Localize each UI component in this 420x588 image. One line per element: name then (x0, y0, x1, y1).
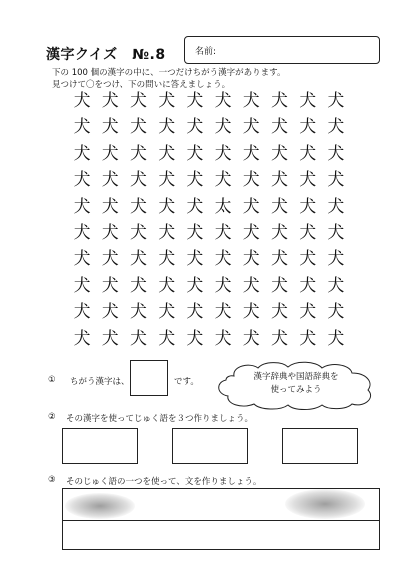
kanji-cell[interactable]: 犬 (186, 222, 204, 243)
kanji-cell[interactable]: 犬 (158, 302, 176, 323)
kanji-cell[interactable]: 犬 (186, 275, 204, 296)
q3-number: ③ (48, 475, 56, 485)
kanji-cell[interactable]: 犬 (186, 196, 204, 217)
kanji-cell[interactable]: 犬 (158, 196, 176, 217)
kanji-cell[interactable]: 犬 (73, 91, 91, 111)
kanji-cell[interactable]: 犬 (242, 170, 260, 191)
kanji-cell[interactable]: 犬 (327, 328, 345, 349)
kanji-cell[interactable]: 犬 (158, 222, 176, 243)
name-label: 名前: (195, 47, 217, 57)
kanji-cell[interactable]: 犬 (186, 302, 204, 323)
kanji-cell[interactable]: 犬 (186, 91, 204, 111)
q2-answer-box-3[interactable] (282, 428, 358, 464)
kanji-cell[interactable]: 犬 (327, 143, 345, 164)
kanji-cell[interactable]: 犬 (327, 91, 345, 111)
kanji-cell[interactable]: 犬 (101, 328, 119, 349)
q3-writing-area[interactable] (62, 488, 380, 550)
hint-line-2: 使ってみよう (270, 385, 322, 395)
kanji-cell[interactable]: 犬 (214, 91, 232, 111)
kanji-cell[interactable]: 犬 (186, 328, 204, 349)
kanji-cell[interactable]: 犬 (270, 117, 288, 138)
kanji-cell[interactable]: 犬 (129, 249, 147, 270)
kanji-cell[interactable]: 犬 (327, 117, 345, 138)
hint-text (214, 371, 378, 397)
kanji-cell[interactable]: 犬 (270, 91, 288, 111)
kanji-cell[interactable]: 犬 (101, 275, 119, 296)
kanji-cell[interactable]: 犬 (270, 170, 288, 191)
kanji-cell[interactable]: 犬 (158, 328, 176, 349)
kanji-cell[interactable]: 犬 (73, 302, 91, 323)
kanji-cell[interactable]: 犬 (214, 170, 232, 191)
kanji-cell[interactable]: 犬 (242, 249, 260, 270)
kanji-cell[interactable]: 犬 (73, 196, 91, 217)
kanji-cell[interactable]: 犬 (214, 328, 232, 349)
kanji-cell[interactable]: 犬 (214, 222, 232, 243)
writing-line (63, 520, 379, 521)
kanji-cell[interactable]: 犬 (186, 117, 204, 138)
q2-answer-box-1[interactable] (62, 428, 138, 464)
scan-smudge (285, 489, 365, 519)
kanji-cell[interactable]: 犬 (214, 249, 232, 270)
kanji-cell[interactable]: 犬 (101, 196, 119, 217)
kanji-cell[interactable]: 犬 (299, 275, 317, 296)
kanji-cell[interactable]: 犬 (270, 196, 288, 217)
kanji-cell[interactable]: 犬 (242, 222, 260, 243)
kanji-cell[interactable]: 犬 (327, 249, 345, 270)
kanji-cell[interactable]: 犬 (186, 143, 204, 164)
kanji-cell[interactable]: 犬 (129, 170, 147, 191)
kanji-cell[interactable]: 犬 (101, 143, 119, 164)
kanji-cell[interactable]: 犬 (242, 117, 260, 138)
q2-answer-box-2[interactable] (172, 428, 248, 464)
kanji-cell[interactable]: 犬 (129, 302, 147, 323)
q1-number: ① (48, 375, 56, 385)
kanji-cell[interactable]: 犬 (129, 91, 147, 111)
kanji-cell[interactable]: 犬 (242, 328, 260, 349)
kanji-cell[interactable]: 犬 (73, 275, 91, 296)
kanji-cell[interactable]: 犬 (73, 249, 91, 270)
kanji-cell[interactable]: 犬 (73, 143, 91, 164)
q3-text: そのじゅく語の一つを使って、文を作りましょう。 (66, 477, 262, 487)
kanji-cell[interactable]: 犬 (327, 222, 345, 243)
kanji-cell[interactable]: 犬 (214, 117, 232, 138)
kanji-cell[interactable]: 犬 (129, 222, 147, 243)
kanji-cell[interactable]: 犬 (242, 91, 260, 111)
instruction-line-2: 見つけて〇をつけ、下の問いに答えましょう。 (52, 80, 231, 90)
kanji-cell[interactable]: 犬 (327, 302, 345, 323)
kanji-cell[interactable]: 犬 (129, 143, 147, 164)
hint-line-1: 漢字辞典や国語辞典を (253, 372, 339, 382)
scan-smudge (65, 493, 135, 519)
kanji-cell[interactable]: 犬 (158, 91, 176, 111)
worksheet-title: 漢字クイズ №.8 (46, 47, 166, 63)
kanji-cell[interactable]: 犬 (73, 222, 91, 243)
kanji-cell[interactable]: 犬 (270, 222, 288, 243)
kanji-cell[interactable]: 犬 (129, 328, 147, 349)
kanji-cell[interactable]: 犬 (299, 222, 317, 243)
kanji-cell[interactable]: 犬 (214, 275, 232, 296)
kanji-cell[interactable]: 犬 (101, 91, 119, 111)
kanji-cell[interactable]: 犬 (129, 275, 147, 296)
kanji-cell[interactable]: 犬 (158, 117, 176, 138)
kanji-cell[interactable]: 犬 (270, 302, 288, 323)
kanji-cell[interactable]: 犬 (186, 249, 204, 270)
kanji-cell[interactable]: 犬 (270, 275, 288, 296)
kanji-cell[interactable]: 犬 (101, 222, 119, 243)
kanji-cell[interactable]: 犬 (299, 196, 317, 217)
kanji-cell[interactable]: 犬 (129, 117, 147, 138)
kanji-cell[interactable]: 犬 (270, 249, 288, 270)
kanji-cell[interactable]: 犬 (73, 170, 91, 191)
kanji-cell[interactable]: 犬 (214, 302, 232, 323)
kanji-grid (68, 88, 350, 352)
kanji-cell[interactable]: 犬 (327, 196, 345, 217)
kanji-cell[interactable]: 犬 (327, 275, 345, 296)
kanji-cell[interactable]: 犬 (101, 117, 119, 138)
kanji-cell[interactable]: 犬 (73, 117, 91, 138)
kanji-cell[interactable]: 犬 (158, 143, 176, 164)
q1-suffix: です。 (174, 377, 199, 387)
kanji-cell[interactable]: 犬 (299, 249, 317, 270)
kanji-cell[interactable]: 犬 (242, 196, 260, 217)
kanji-cell[interactable]: 犬 (101, 249, 119, 270)
kanji-cell[interactable]: 犬 (299, 170, 317, 191)
kanji-cell[interactable]: 犬 (214, 143, 232, 164)
kanji-cell[interactable]: 犬 (270, 143, 288, 164)
kanji-cell[interactable]: 犬 (73, 328, 91, 349)
kanji-cell[interactable]: 犬 (270, 328, 288, 349)
instruction-line-1: 下の 100 個の漢字の中に、一つだけちがう漢字があります。 (52, 68, 286, 78)
hint-cloud (214, 360, 378, 410)
kanji-cell[interactable]: 犬 (299, 143, 317, 164)
kanji-cell[interactable]: 犬 (299, 302, 317, 323)
kanji-cell[interactable]: 犬 (186, 170, 204, 191)
kanji-cell[interactable]: 犬 (242, 143, 260, 164)
kanji-cell[interactable]: 犬 (242, 302, 260, 323)
kanji-cell[interactable]: 犬 (129, 196, 147, 217)
name-field[interactable] (184, 36, 380, 64)
kanji-cell[interactable]: 犬 (299, 91, 317, 111)
kanji-cell[interactable]: 犬 (299, 117, 317, 138)
q1-answer-box[interactable] (130, 360, 168, 396)
kanji-cell[interactable]: 犬 (101, 170, 119, 191)
q2-number: ② (48, 412, 56, 422)
kanji-cell[interactable]: 犬 (158, 249, 176, 270)
kanji-cell[interactable]: 太 (214, 196, 232, 217)
kanji-cell[interactable]: 犬 (101, 302, 119, 323)
kanji-cell[interactable]: 犬 (242, 275, 260, 296)
kanji-cell[interactable]: 犬 (158, 275, 176, 296)
q1-text: ちがう漢字は、 (70, 377, 130, 387)
kanji-cell[interactable]: 犬 (327, 170, 345, 191)
kanji-cell[interactable]: 犬 (158, 170, 176, 191)
q2-text: その漢字を使ってじゅく語を３つ作りましょう。 (66, 414, 254, 424)
kanji-cell[interactable]: 犬 (299, 328, 317, 349)
